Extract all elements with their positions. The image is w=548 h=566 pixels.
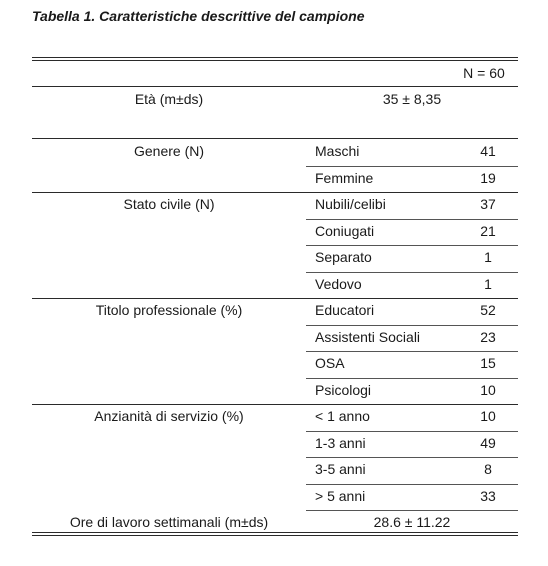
row-rule	[306, 484, 518, 485]
row-rule	[306, 431, 518, 432]
row-rule	[306, 272, 518, 273]
group-rule	[32, 404, 518, 405]
category-cell: Maschi	[315, 143, 360, 159]
sample-size-header: N = 60	[463, 65, 505, 81]
eta-label: Età (m±ds)	[134, 91, 204, 107]
category-cell: Vedovo	[315, 276, 362, 292]
top-rule	[32, 57, 518, 58]
row-rule	[306, 510, 518, 511]
eta-rule	[32, 138, 518, 139]
category-cell: < 1 anno	[315, 408, 370, 424]
top-rule-second	[32, 60, 518, 61]
bottom-rule-second	[32, 535, 518, 536]
group-label: Stato civile (N)	[123, 196, 215, 212]
category-cell: 1-3 anni	[315, 435, 366, 451]
value-cell: 15	[480, 355, 496, 371]
group-label: Anzianità di servizio (%)	[94, 408, 244, 424]
row-rule	[306, 219, 518, 220]
group-label: Genere (N)	[133, 143, 205, 159]
category-cell: Nubili/celibi	[315, 196, 386, 212]
value-cell: 1	[484, 249, 492, 265]
eta-value: 35 ± 8,35	[382, 91, 442, 107]
ore-label: Ore di lavoro settimanali (m±ds)	[69, 514, 269, 530]
group-rule	[32, 192, 518, 193]
value-cell: 10	[480, 408, 496, 424]
category-cell: Educatori	[315, 302, 375, 318]
value-cell: 41	[480, 143, 496, 159]
category-cell: OSA	[315, 355, 345, 371]
value-cell: 10	[480, 382, 496, 398]
category-cell: Separato	[315, 249, 372, 265]
row-rule	[306, 245, 518, 246]
row-rule	[306, 166, 518, 167]
value-cell: 1	[484, 276, 492, 292]
category-cell: 3-5 anni	[315, 461, 366, 477]
category-cell: > 5 anni	[315, 488, 366, 504]
row-rule	[306, 378, 518, 379]
value-cell: 19	[480, 170, 496, 186]
category-cell: Assistenti Sociali	[315, 329, 421, 345]
row-rule	[306, 351, 518, 352]
category-cell: Psicologi	[315, 382, 372, 398]
row-rule	[306, 325, 518, 326]
value-cell: 52	[480, 302, 496, 318]
value-cell: 21	[480, 223, 496, 239]
value-cell: 8	[484, 461, 492, 477]
value-cell: 37	[480, 196, 496, 212]
group-label: Titolo professionale (%)	[95, 302, 243, 318]
value-cell: 23	[480, 329, 496, 345]
row-rule	[306, 457, 518, 458]
value-cell: 49	[480, 435, 496, 451]
bottom-rule	[32, 532, 518, 533]
category-cell: Femmine	[315, 170, 374, 186]
header-rule	[32, 86, 518, 87]
group-rule	[32, 298, 518, 299]
table-caption: Tabella 1. Caratteristiche descrittive del campione	[32, 8, 365, 24]
value-cell: 33	[480, 488, 496, 504]
ore-value: 28.6 ± 11.22	[373, 514, 451, 530]
category-cell: Coniugati	[315, 223, 375, 239]
